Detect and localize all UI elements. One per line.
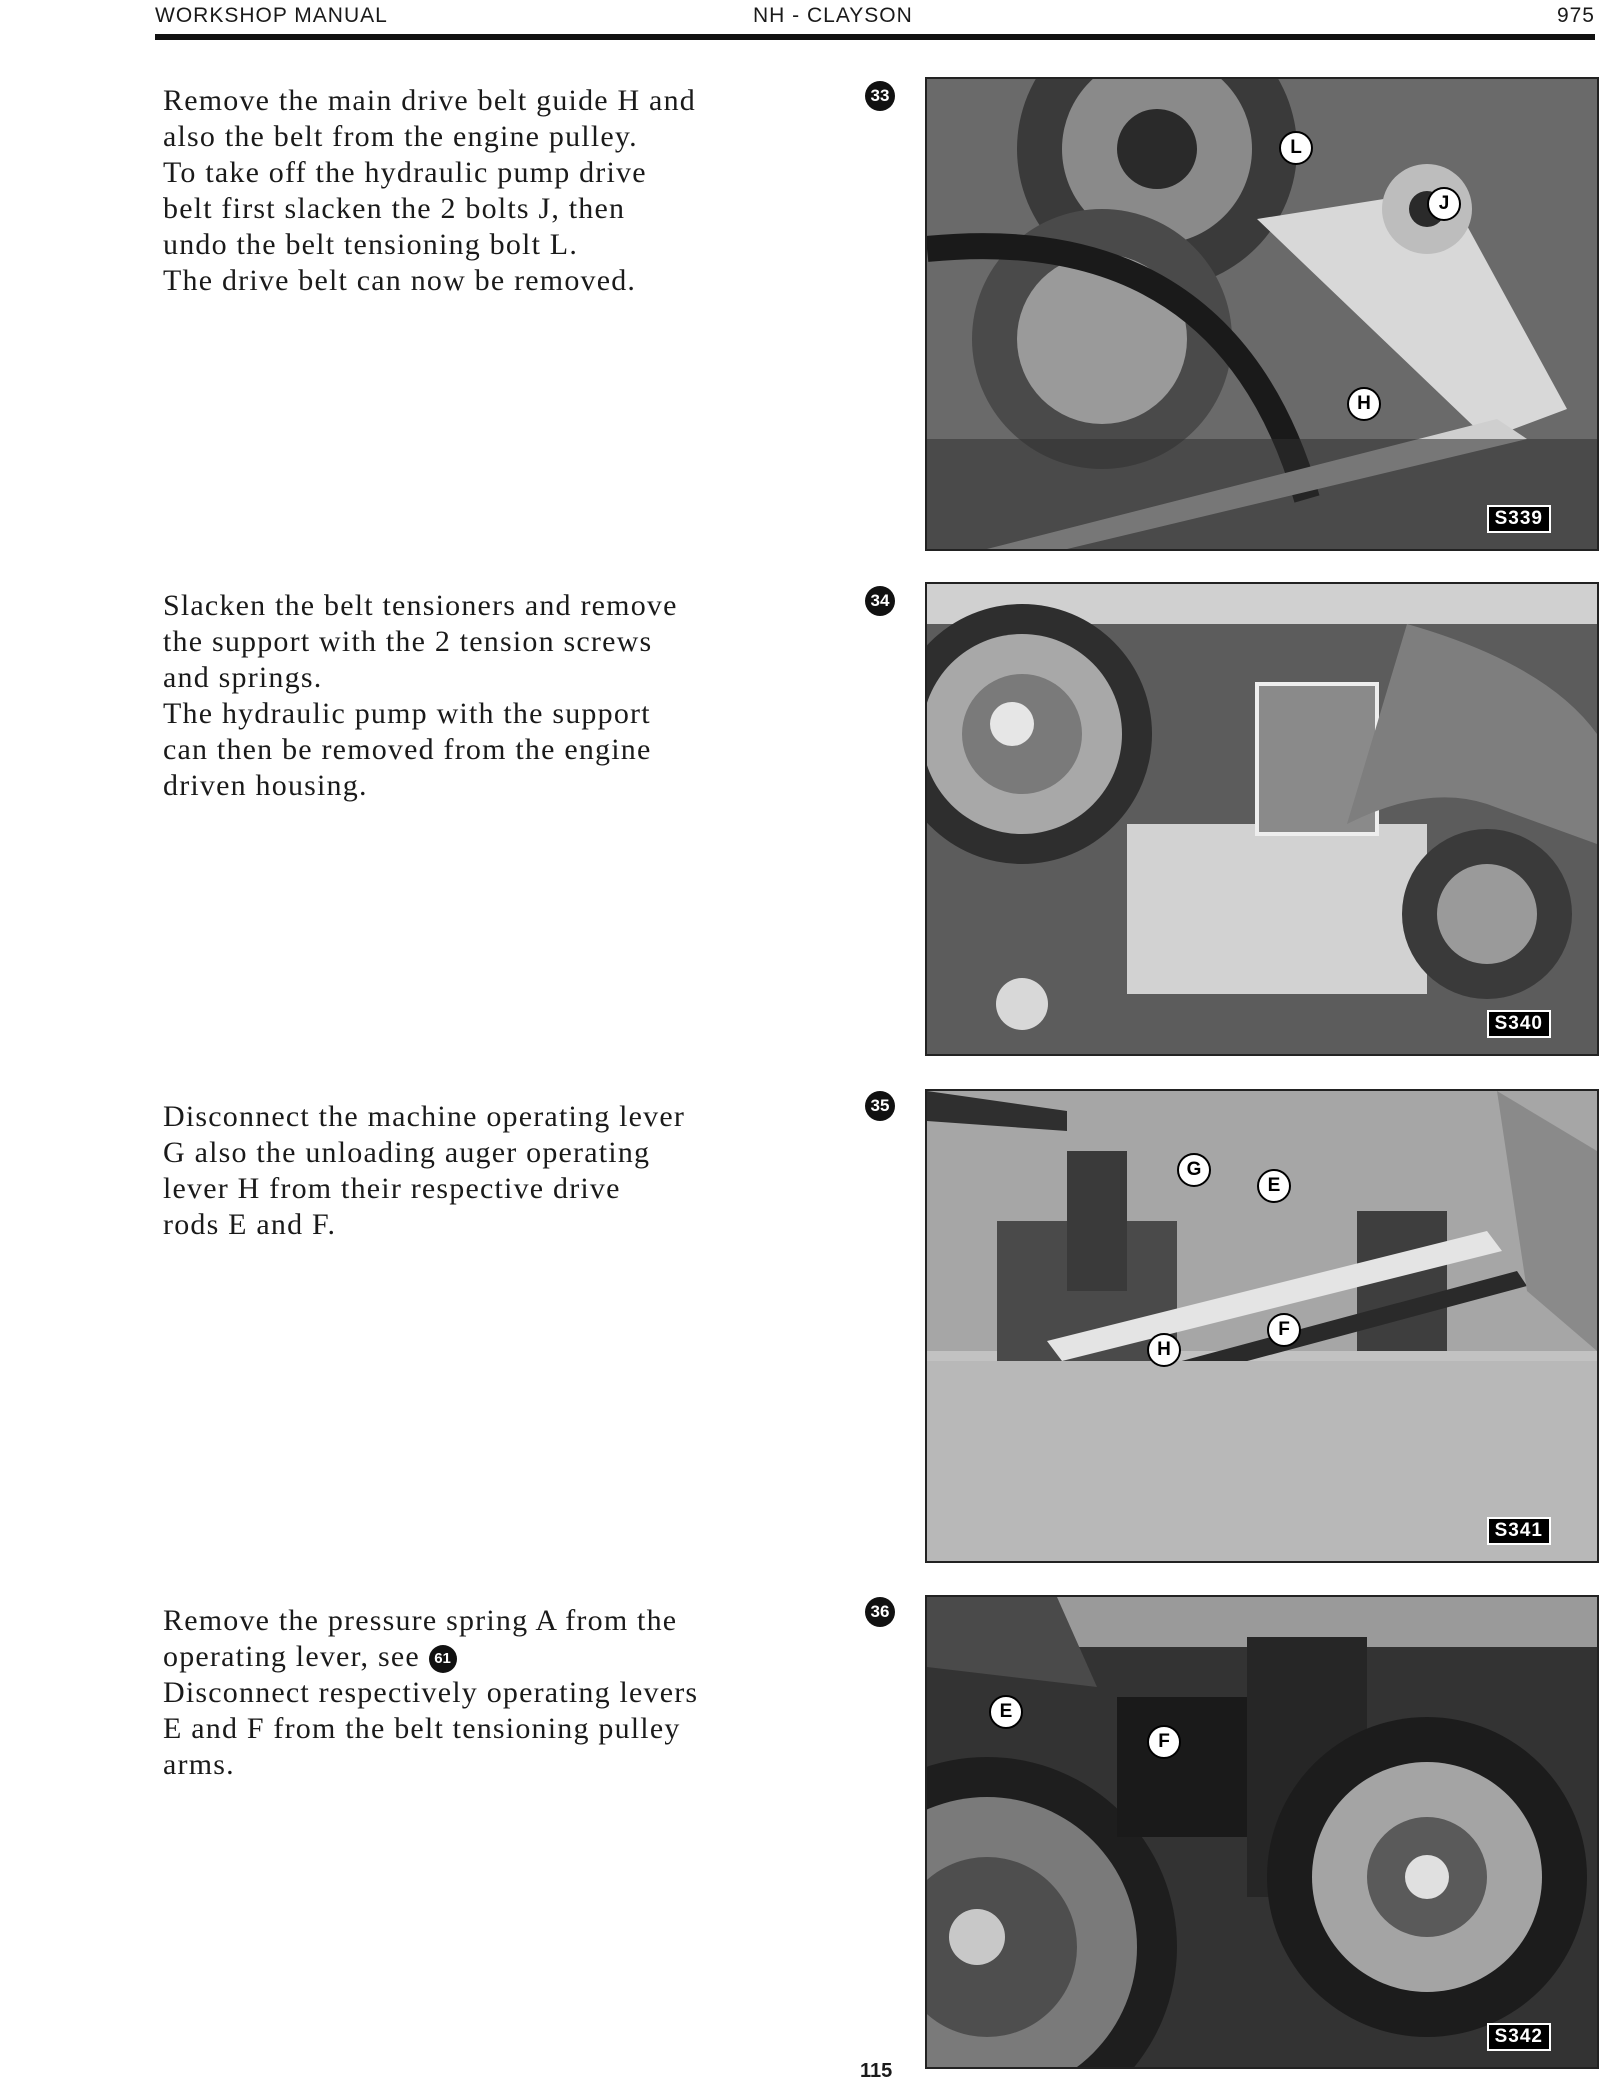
step-number-badge: 35	[865, 1091, 895, 1121]
text-line: belt first slacken the 2 bolts J, then	[163, 192, 626, 225]
text-line	[163, 1639, 863, 1675]
photo-code-label: S339	[1487, 505, 1551, 533]
header-rule	[155, 34, 1595, 40]
callout-H: H	[1147, 1333, 1181, 1367]
text-line: the support with the 2 tension screws	[163, 625, 653, 658]
text-line: G also the unloading auger operating	[163, 1136, 651, 1169]
cross-reference-badge: 61	[429, 1645, 457, 1673]
callout-L: L	[1279, 131, 1313, 165]
photo-illustration	[927, 1091, 1597, 1561]
step-number-badge: 33	[865, 81, 895, 111]
step-number-badge: 36	[865, 1597, 895, 1627]
header-model: NH - CLAYSON	[753, 4, 913, 27]
text-line: and springs.	[163, 661, 323, 694]
text-line: also the belt from the engine pulley.	[163, 120, 638, 153]
text-line: The drive belt can now be removed.	[163, 264, 637, 297]
photo-illustration	[927, 79, 1597, 549]
photo-illustration	[927, 1597, 1597, 2067]
photo-belt-guide	[925, 77, 1599, 551]
photo-tensioning-pulley	[925, 1595, 1599, 2069]
callout-F: F	[1267, 1313, 1301, 1347]
text-line: lever H from their respective drive	[163, 1172, 621, 1205]
photo-code-label: S342	[1487, 2023, 1551, 2051]
photo-hydraulic-pump	[925, 582, 1599, 1056]
photo-illustration	[927, 584, 1597, 1054]
callout-E: E	[1257, 1169, 1291, 1203]
callout-H: H	[1347, 387, 1381, 421]
text-line: Remove the main drive belt guide H and	[163, 84, 696, 117]
page-number: 115	[860, 2060, 893, 2082]
text-line-part: operating lever, see	[163, 1640, 420, 1673]
text-line: Disconnect respectively operating levers	[163, 1676, 699, 1709]
text-line: Slacken the belt tensioners and remove	[163, 589, 678, 622]
text-line: undo the belt tensioning bolt L.	[163, 228, 579, 261]
text-line: arms.	[163, 1748, 235, 1781]
callout-J: J	[1427, 187, 1461, 221]
header-code: 975	[1556, 4, 1595, 27]
text-line: The hydraulic pump with the support	[163, 697, 651, 730]
photo-code-label: S341	[1487, 1517, 1551, 1545]
text-line: Remove the pressure spring A from the	[163, 1604, 678, 1637]
text-line: driven housing.	[163, 769, 368, 802]
callout-F: F	[1147, 1725, 1181, 1759]
text-line: E and F from the belt tensioning pulley	[163, 1712, 681, 1745]
step-text	[163, 1099, 863, 1243]
step-text	[163, 83, 863, 299]
photo-operating-levers	[925, 1089, 1599, 1563]
text-line: To take off the hydraulic pump drive	[163, 156, 647, 189]
photo-code-label: S340	[1487, 1010, 1551, 1038]
callout-E: E	[989, 1695, 1023, 1729]
step-number-badge: 34	[865, 586, 895, 616]
text-line: rods E and F.	[163, 1208, 337, 1241]
step-text	[163, 1603, 863, 1783]
callout-G: G	[1177, 1153, 1211, 1187]
text-line: Disconnect the machine operating lever	[163, 1100, 686, 1133]
step-text	[163, 588, 863, 804]
text-line: can then be removed from the engine	[163, 733, 652, 766]
header-manual-title: WORKSHOP MANUAL	[155, 4, 388, 27]
